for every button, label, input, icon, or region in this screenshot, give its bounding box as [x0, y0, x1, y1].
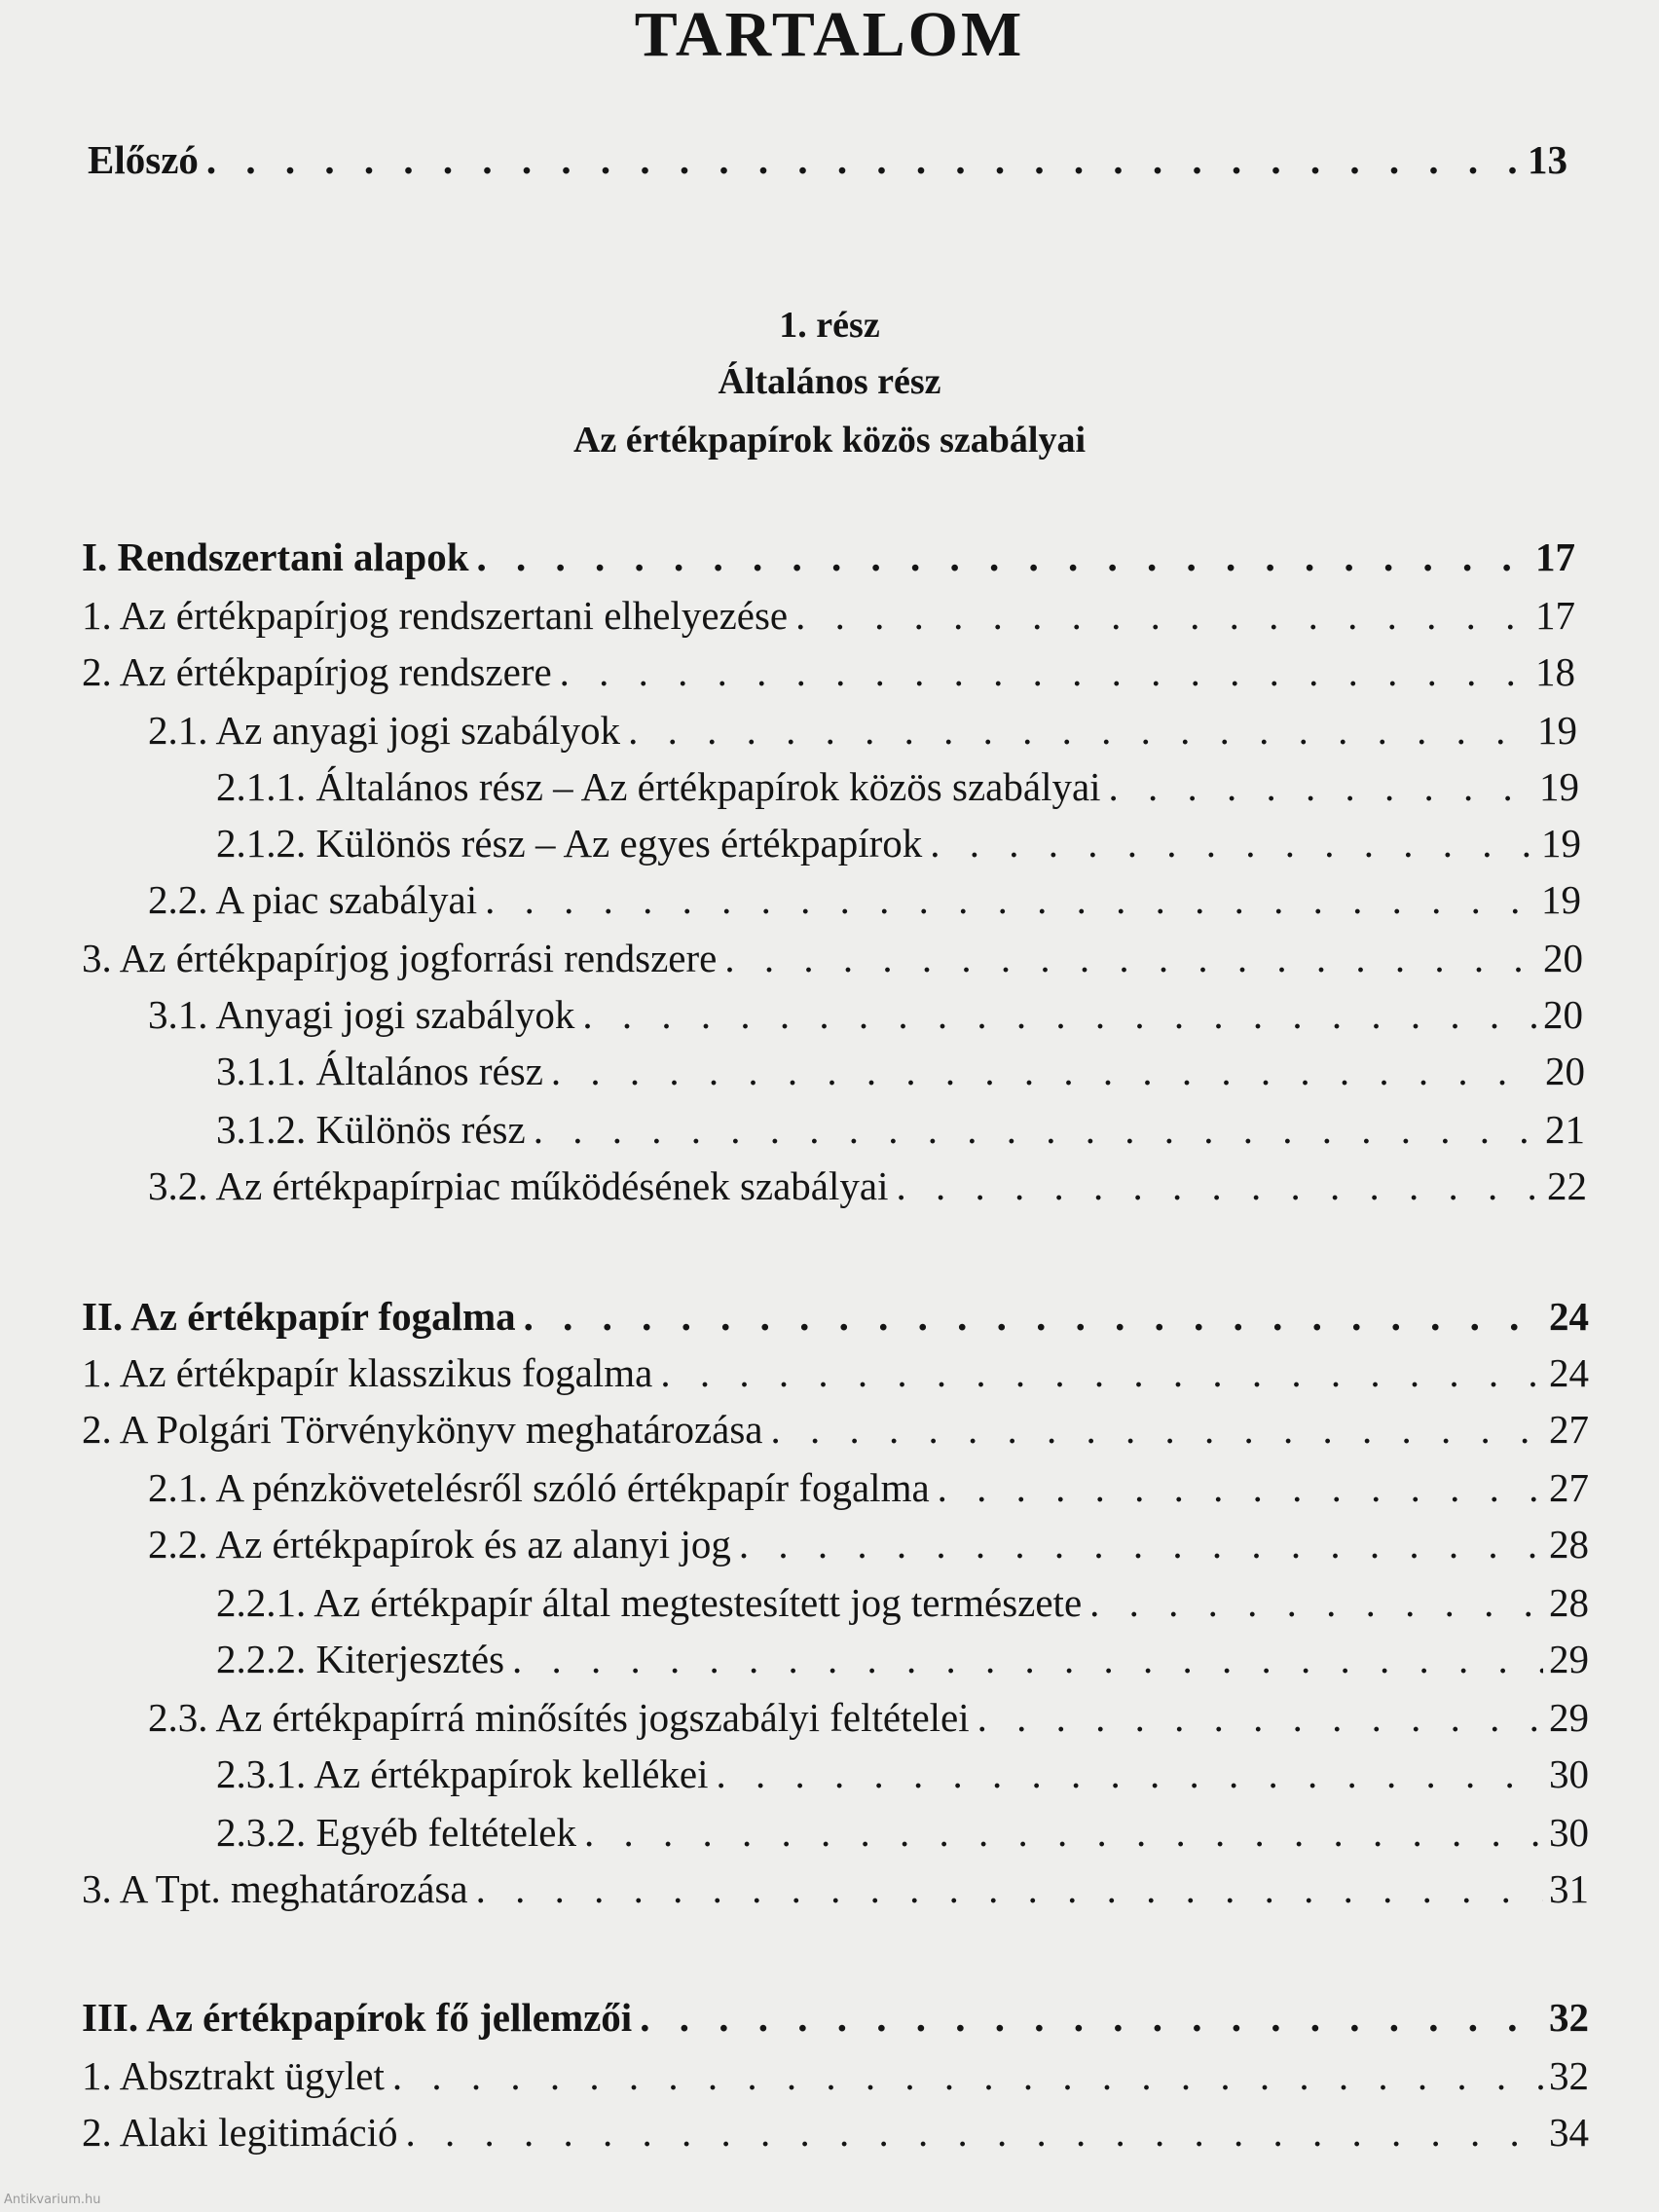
page-title: TARTALOM [634, 0, 1025, 70]
toc-entry-page: 19 [1539, 764, 1579, 809]
dot-leader [640, 1992, 1543, 2043]
dot-leader [977, 1692, 1543, 1743]
toc-entry [216, 1634, 1589, 1684]
toc-entry-page: 32 [1549, 1995, 1589, 2040]
toc-entry-page: 27 [1549, 1465, 1589, 1510]
toc-entry-label: 2.1. A pénzkövetelésről szóló értékpapír fogalma [148, 1465, 930, 1510]
dot-leader [406, 2107, 1543, 2157]
toc-entry-page: 30 [1549, 1751, 1589, 1796]
toc-entry-page: 24 [1549, 1294, 1589, 1339]
toc-entry-label: 3. Az értékpapírjog jogforrási rendszere [82, 936, 718, 980]
toc-entry-label: 2.1.2. Különös rész – Az egyes értékpapírok [216, 821, 923, 866]
dot-leader [717, 1749, 1544, 1799]
dot-leader [724, 933, 1537, 983]
toc-entry [82, 1863, 1589, 1914]
dot-leader [771, 1404, 1543, 1455]
toc-entry-label: 3.2. Az értékpapírpiac működésének szabályai [148, 1163, 889, 1208]
toc-entry-label: 2.3. Az értékpapírrá minősítés jogszabályi feltételei [148, 1695, 970, 1740]
toc-entry [148, 874, 1581, 925]
toc-entry [216, 1749, 1589, 1799]
toc-entry [82, 1992, 1589, 2043]
toc-entry-label: 3. A Tpt. meghatározása [82, 1866, 468, 1911]
toc-entry-page: 17 [1535, 593, 1575, 638]
toc-entry-label: 2. Az értékpapírjog rendszere [82, 649, 552, 694]
toc-entry-page: 32 [1549, 2053, 1589, 2098]
part-subtitle: Az értékpapírok közös szabályai [572, 420, 1087, 461]
toc-entry-label: 3.1.2. Különös rész [216, 1107, 526, 1152]
toc-entry-label: 2.2.1. Az értékpapír által megtestesített jog természete [216, 1580, 1083, 1625]
toc-entry-page: 13 [1528, 137, 1567, 182]
toc-entry [88, 134, 1567, 185]
toc-entry [82, 646, 1575, 697]
toc-entry-page: 20 [1545, 1049, 1585, 1093]
toc-entry-page: 20 [1543, 992, 1583, 1037]
toc-entry-page: 28 [1549, 1580, 1589, 1625]
toc-entry [148, 989, 1583, 1040]
toc-entry-label: 1. Az értékpapírjog rendszertani elhelyezése [82, 593, 789, 638]
toc-entry-page: 34 [1549, 2110, 1589, 2155]
toc-entry [82, 1291, 1589, 1342]
dot-leader [582, 989, 1537, 1040]
toc-entry-label: I. Rendszertani alapok [82, 535, 469, 579]
dot-leader [560, 646, 1530, 697]
toc-entry-page: 17 [1535, 535, 1575, 579]
dot-leader [476, 1863, 1543, 1914]
dot-leader [534, 1104, 1539, 1155]
toc-entry-page: 19 [1537, 708, 1577, 753]
toc-entry [216, 1104, 1585, 1155]
toc-entry-page: 27 [1549, 1407, 1589, 1452]
toc-entry-page: 24 [1549, 1350, 1589, 1395]
dot-leader [485, 874, 1535, 925]
toc-entry-page: 31 [1549, 1866, 1589, 1911]
toc-entry [148, 1519, 1589, 1569]
toc-entry-label: 2. A Polgári Törvénykönyv meghatározása [82, 1407, 763, 1452]
dot-leader [795, 590, 1530, 641]
toc-entry [82, 2107, 1589, 2157]
toc-entry-label: 1. Az értékpapír klasszikus fogalma [82, 1350, 653, 1395]
toc-entry-label: II. Az értékpapír fogalma [82, 1294, 516, 1339]
toc-entry-label: Előszó [88, 137, 199, 182]
dot-leader [551, 1046, 1539, 1096]
dot-leader [628, 705, 1531, 756]
toc-entry-label: 2.3.1. Az értékpapírok kellékei [216, 1751, 709, 1796]
toc-entry [82, 590, 1575, 641]
toc-entry-label: 3.1.1. Általános rész [216, 1049, 543, 1093]
toc-entry-page: 29 [1549, 1695, 1589, 1740]
dot-leader [512, 1634, 1543, 1684]
dot-leader [477, 532, 1530, 582]
toc-entry-label: 2.3.2. Egyéb feltételek [216, 1810, 577, 1855]
dot-leader [584, 1807, 1543, 1858]
toc-entry [216, 1807, 1589, 1858]
part-number: 1. rész [779, 305, 880, 346]
toc-entry-page: 20 [1543, 936, 1583, 980]
toc-entry-label: 1. Absztrakt ügylet [82, 2053, 385, 2098]
toc-entry-label: 3.1. Anyagi jogi szabályok [148, 992, 575, 1037]
dot-leader [930, 818, 1535, 868]
toc-entry [82, 1347, 1589, 1398]
dot-leader [739, 1519, 1543, 1569]
toc-entry [148, 1161, 1587, 1211]
toc-entry-label: 2.1. Az anyagi jogi szabályok [148, 708, 621, 753]
dot-leader [1089, 1577, 1543, 1628]
toc-entry [216, 818, 1581, 868]
watermark: Antikvarium.hu [4, 2193, 101, 2207]
dot-leader [896, 1161, 1541, 1211]
toc-entry [82, 2050, 1589, 2101]
toc-entry-label: 2. Alaki legitimáció [82, 2110, 398, 2155]
toc-entry-label: 2.2. Az értékpapírok és az alanyi jog [148, 1522, 731, 1567]
toc-entry-page: 22 [1547, 1163, 1587, 1208]
toc-entry-page: 18 [1535, 649, 1575, 694]
toc-entry [216, 1046, 1585, 1096]
dot-leader [206, 134, 1522, 185]
dot-leader [938, 1462, 1543, 1513]
dot-leader [524, 1291, 1543, 1342]
toc-entry [216, 761, 1579, 812]
toc-entry [82, 532, 1575, 582]
toc-entry-page: 28 [1549, 1522, 1589, 1567]
dot-leader [1109, 761, 1533, 812]
toc-entry [216, 1577, 1589, 1628]
dot-leader [392, 2050, 1543, 2101]
toc-entry-page: 21 [1545, 1107, 1585, 1152]
toc-entry [148, 705, 1577, 756]
toc-entry [148, 1692, 1589, 1743]
part-name: Általános rész [718, 361, 941, 402]
toc-entry-label: 2.2. A piac szabályai [148, 877, 478, 922]
toc-entry-label: 2.2.2. Kiterjesztés [216, 1637, 505, 1681]
toc-entry-page: 30 [1549, 1810, 1589, 1855]
dot-leader [660, 1347, 1543, 1398]
toc-entry-page: 19 [1541, 821, 1581, 866]
toc-entry-label: 2.1.1. Általános rész – Az értékpapírok közös szabályai [216, 764, 1101, 809]
toc-entry-page: 19 [1541, 877, 1581, 922]
toc-entry-label: III. Az értékpapírok fő jellemzői [82, 1995, 633, 2040]
toc-entry [82, 933, 1583, 983]
toc-entry [82, 1404, 1589, 1455]
toc-entry [148, 1462, 1589, 1513]
toc-entry-page: 29 [1549, 1637, 1589, 1681]
